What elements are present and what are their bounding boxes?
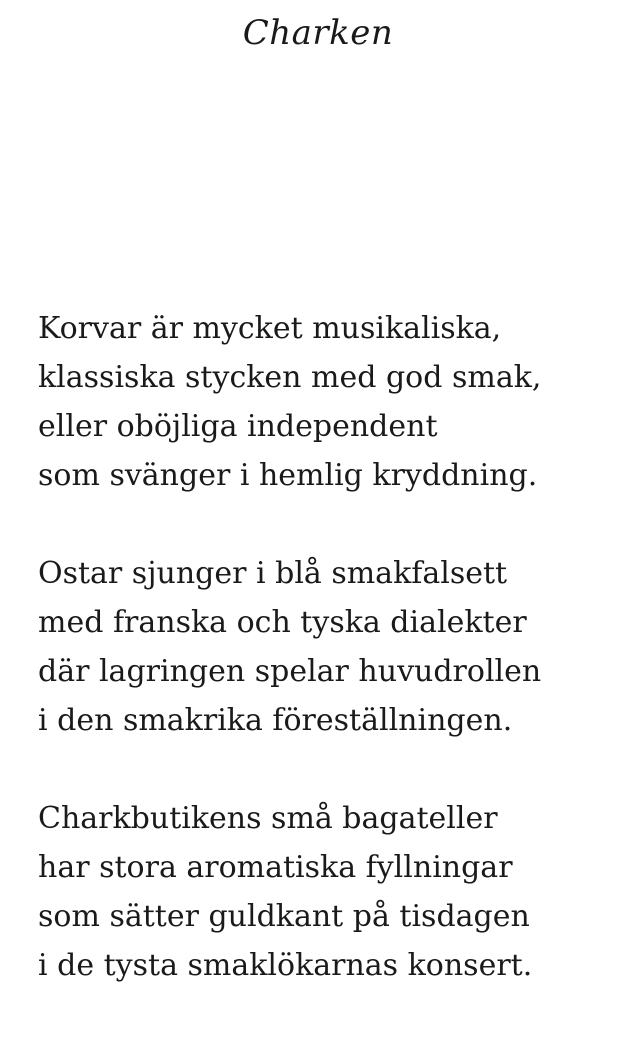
poem-line: där lagringen spelar huvudrollen <box>38 654 542 689</box>
stanza-2 <box>38 549 628 745</box>
poem-line: har stora aromatiska fyllningar <box>38 850 513 885</box>
poem-line: i de tysta smaklökarnas konsert. <box>38 948 533 983</box>
poem-body <box>38 304 628 1039</box>
poem-line: Korvar är mycket musikaliska, <box>38 311 502 346</box>
poem-line: som svänger i hemlig kryddning. <box>38 458 538 493</box>
poem-title: Charken <box>242 13 394 53</box>
poem-line: som sätter guldkant på tisdagen <box>38 899 530 934</box>
poem-line: Charkbutikens små bagateller <box>38 801 498 836</box>
poem-line: i den smakrika föreställningen. <box>38 703 513 738</box>
poem-line: klassiska stycken med god smak, <box>38 360 542 395</box>
stanza-3 <box>38 794 628 990</box>
stanza-1 <box>38 304 628 500</box>
poem-line: med franska och tyska dialekter <box>38 605 527 640</box>
poem-line: Ostar sjunger i blå smakfalsett <box>38 556 508 591</box>
poem-line: eller oböjliga independent <box>38 409 438 444</box>
